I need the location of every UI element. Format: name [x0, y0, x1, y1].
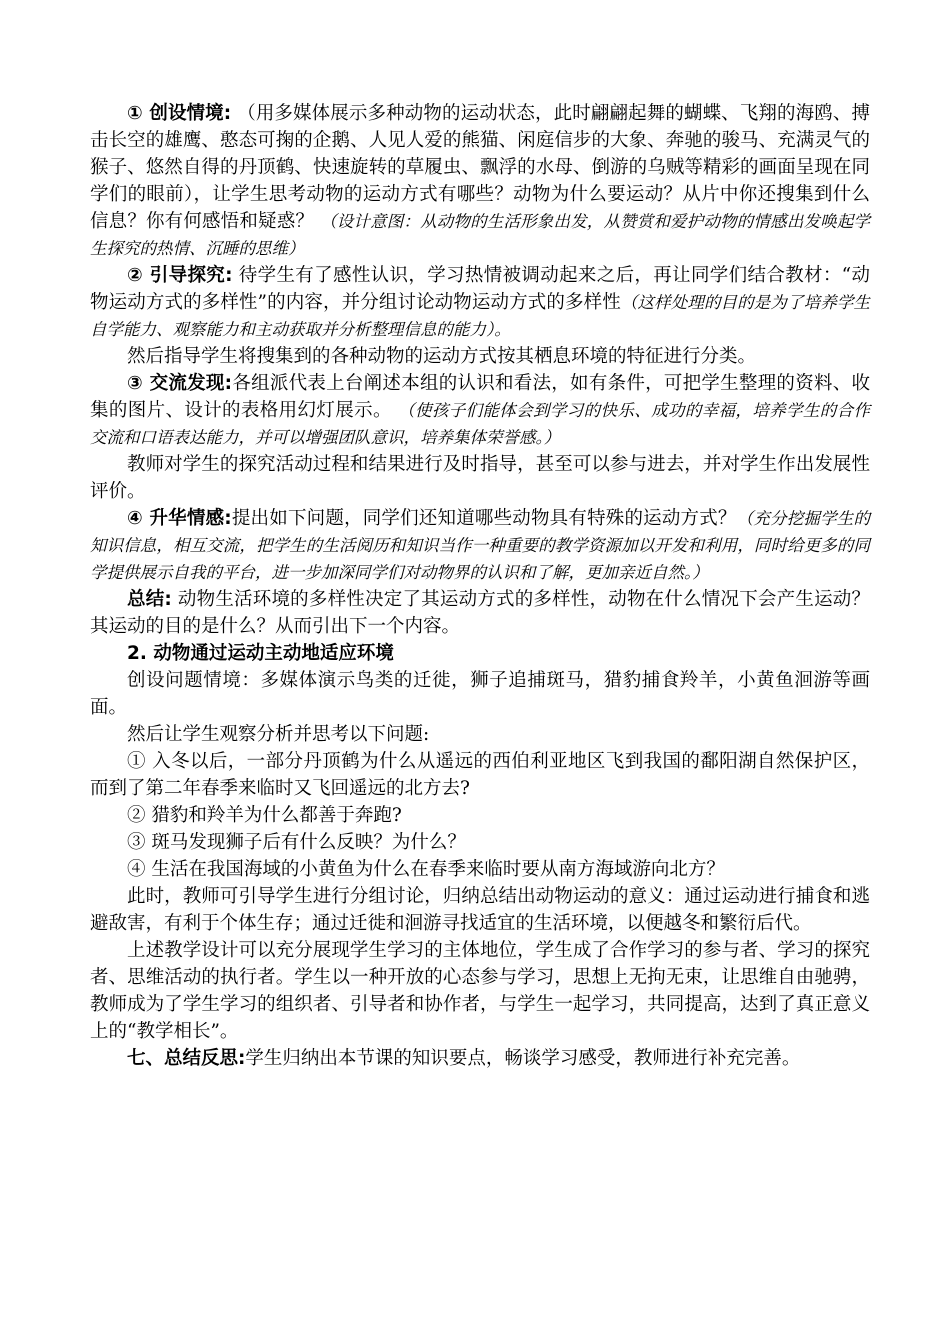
label-summary: 总结: — [127, 589, 172, 610]
paragraph-design-review — [90, 937, 870, 1045]
paragraph-observe — [90, 721, 870, 748]
heading-2-text: 2. 动物通过运动主动地适应环境 — [127, 643, 394, 664]
label-reflection: 七、总结反思: — [127, 1048, 246, 1069]
paragraph-reflection — [90, 1045, 870, 1072]
paragraph-create-situation — [90, 100, 870, 262]
question-2: ② 猎豹和羚羊为什么都善于奔跑? — [127, 805, 402, 826]
paragraph-summary — [90, 586, 870, 640]
question-4: ④ 生活在我国海域的小黄鱼为什么在春季来临时要从南方海域游向北方？ — [127, 859, 725, 880]
text-guided-inquiry: 待学生有了感性认识，学习热情被调动起来之后，再让同学们结合教材：“动物运动方式的多样性”的内容，并分组讨论动物运动方式的多样性 — [90, 265, 870, 313]
paragraph-exchange-discovery — [90, 370, 870, 451]
text-teacher-guidance: 教师对学生的探究活动过程和结果进行及时指导，甚至可以参与进去，并对学生作出发展性评价。 — [90, 454, 870, 502]
paragraph-sublimate-emotion — [90, 505, 870, 586]
paragraph-guided-inquiry — [90, 262, 870, 343]
text-discussion: 此时，教师可引导学生进行分组讨论，归纳总结出动物运动的意义：通过运动进行捕食和逃避敌害，有利于个体生存；通过迁徙和洄游寻找适宜的生活环境，以便越冬和繁衍后代。 — [90, 886, 870, 934]
question-3: ③ 斑马发现狮子后有什么反映？为什么？ — [127, 832, 466, 853]
note-guided-inquiry: （这样处理的目的是为了培养学生自学能力、观察能力和主动获取并分析整理信息的能力）。 — [90, 293, 870, 339]
text-exchange-discovery: 各组派代表上台阐述本组的认识和看法，如有条件，可把学生整理的资料、收集的图片、设计的表格用幻灯展示。 — [90, 373, 870, 421]
text-observe: 然后让学生观察分析并思考以下问题: — [127, 724, 430, 745]
question-1: ① 入冬以后，一部分丹顶鹤为什么从遥远的西伯利亚地区飞到我国的鄱阳湖自然保护区，而到了第二年春季来临时又飞回遥远的北方去? — [90, 751, 870, 799]
document-page — [90, 100, 870, 1072]
paragraph-problem-situation — [90, 667, 870, 721]
text-sublimate-emotion: 提出如下问题，同学们还知道哪些动物具有特殊的运动方式？ — [231, 508, 737, 529]
text-create-situation: （用多媒体展示多种动物的运动状态，此时翩翩起舞的蝴蝶、飞翔的海鸥、搏击长空的雄鹰、憨态可掬的企鹅、人见人爱的熊猫、闲庭信步的大象、奔驰的骏马、充满灵气的猴子、悠然自得的丹顶鹤、快速旋转的草履虫、飘浮的水母、倒游的乌贼等精彩的画面呈现在同学们的眼前），让学生思考动物的运动方式有哪些？动物为什么要运动？从片中你还搜集到什么信息？你有何感悟和疑惑？ — [90, 103, 870, 232]
text-design-review: 上述教学设计可以充分展现学生学习的主体地位，学生成了合作学习的参与者、学习的探究者、思维活动的执行者。学生以一种开放的心态参与学习，思想上无拘无束，让思维自由驰骋，教师成为了学生学习的组织者、引导者和协作者，与学生一起学习，共同提高，达到了真正意义上的“教学相长”。 — [90, 940, 870, 1042]
label-create-situation: ① 创设情境: — [127, 103, 232, 124]
paragraph-discussion — [90, 883, 870, 937]
paragraph-classify — [90, 343, 870, 370]
note-sublimate-emotion: （充分挖掘学生的知识信息，相互交流，把学生的生活阅历和知识当作一种重要的教学资源加以开发和利用，同时给更多的同学提供展示自我的平台，进一步加深同学们对动物界的认识和了解，更加亲近自然。） — [90, 509, 870, 582]
text-classify: 然后指导学生将搜集到的各种动物的运动方式按其栖息环境的特征进行分类。 — [127, 346, 757, 367]
label-exchange-discovery: ③ 交流发现: — [127, 373, 233, 394]
label-sublimate-emotion: ④ 升华情感: — [127, 508, 232, 529]
note-create-situation: （设计意图：从动物的生活形象出发，从赞赏和爱护动物的情感出发唤起学生探究的热情、沉睡的思维） — [90, 212, 870, 258]
paragraph-teacher-guidance — [90, 451, 870, 505]
text-summary: 动物生活环境的多样性决定了其运动方式的多样性，动物在什么情况下会产生运动？其运动的目的是什么？从而引出下一个内容。 — [90, 589, 870, 637]
label-guided-inquiry: ② 引导探究: — [127, 265, 233, 286]
note-exchange-discovery: （使孩子们能体会到学习的快乐、成功的幸福，培养学生的合作交流和口语表达能力，并可以增强团队意识，培养集体荣誉感。） — [90, 401, 870, 447]
section-heading-2 — [90, 640, 870, 667]
text-reflection: 学生归纳出本节课的知识要点，畅谈学习感受，教师进行补充完善。 — [245, 1048, 801, 1069]
text-problem-situation: 创设问题情境：多媒体演示鸟类的迁徙，狮子追捕斑马，猎豹捕食羚羊，小黄鱼洄游等画面。 — [90, 670, 870, 718]
